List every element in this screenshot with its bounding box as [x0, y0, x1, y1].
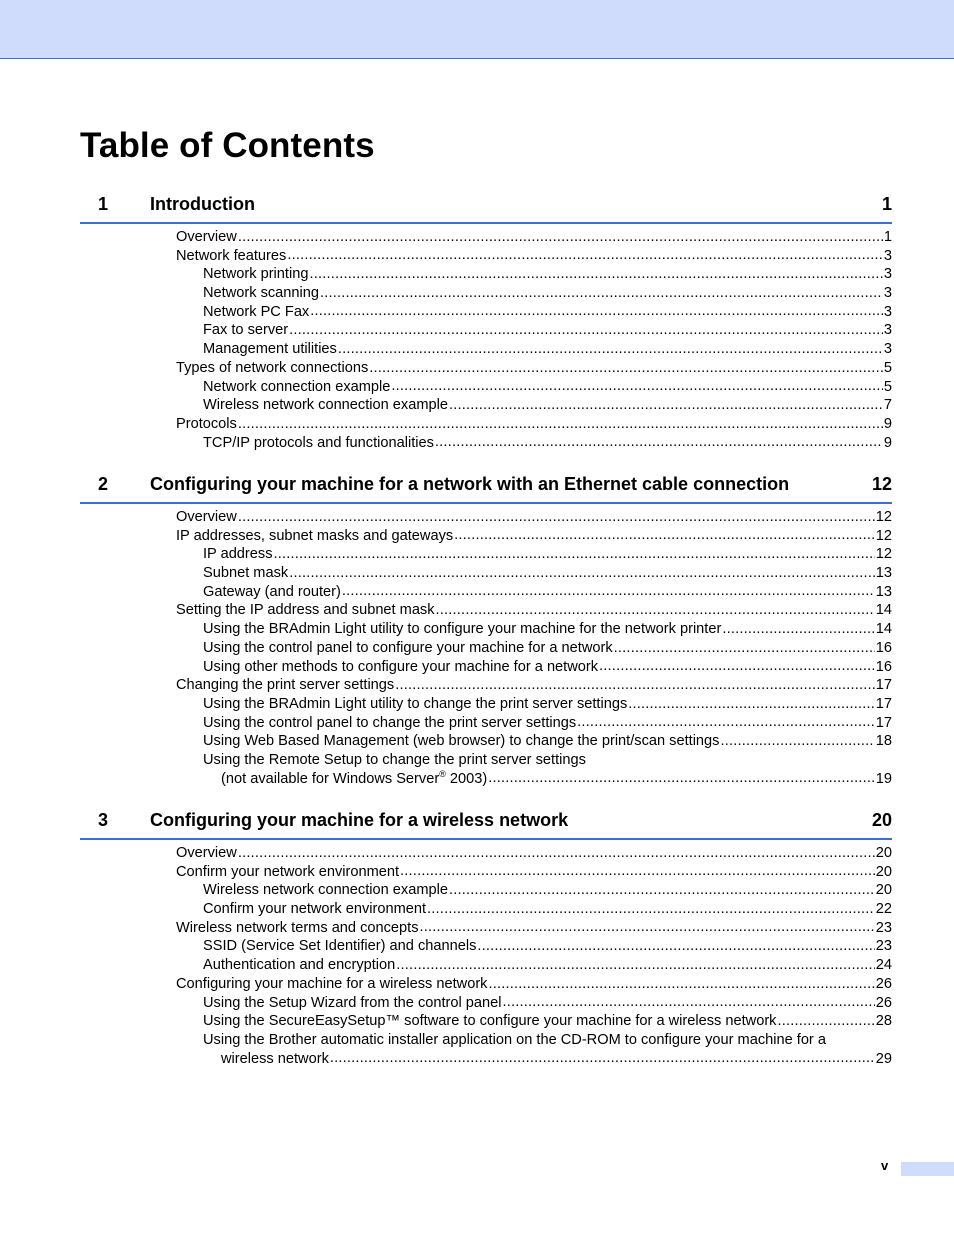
chapter-title: Configuring your machine for a wireless network: [150, 810, 569, 830]
toc-entry-text: Overview: [176, 845, 237, 861]
toc-entry-page-number: 12: [875, 527, 892, 544]
toc-entry[interactable]: [176, 770, 892, 789]
toc-entry-page-number: 16: [875, 639, 892, 656]
toc-entry-text: Using the Setup Wizard from the control panel: [203, 994, 502, 1011]
toc-entry[interactable]: [176, 601, 892, 620]
dot-leader: [427, 900, 875, 919]
toc-entry[interactable]: [176, 508, 892, 527]
toc-entry[interactable]: [176, 658, 892, 677]
dot-leader: [503, 994, 875, 1013]
toc-entry-title: [221, 770, 487, 789]
toc-entry[interactable]: [176, 1012, 892, 1031]
toc-entry-title: [203, 303, 309, 322]
toc-entry-text: Configuring your machine for a wireless network: [176, 975, 488, 992]
toc-entry[interactable]: [176, 415, 892, 434]
toc-entry-title: [203, 284, 319, 303]
toc-entry[interactable]: [176, 863, 892, 882]
toc-entry-title: [176, 975, 487, 994]
toc-entry-page-number: 7: [883, 397, 892, 414]
toc-entry[interactable]: [176, 695, 892, 714]
toc-entry-title: [203, 564, 288, 583]
toc-entry-text: Wireless network connection example: [203, 882, 448, 899]
dot-leader: [436, 601, 875, 620]
toc-entry-text: Network connection example: [203, 378, 391, 395]
chapter-title: Configuring your machine for a network with an Ethernet cable connection: [150, 474, 790, 494]
toc-entry-text: Network PC Fax: [203, 303, 310, 320]
toc-entry-list: [176, 228, 892, 452]
dot-leader: [238, 508, 875, 527]
toc-entry-title: [203, 751, 586, 770]
toc-entry-title: [203, 937, 476, 956]
toc-entry[interactable]: [176, 359, 892, 378]
toc-entry[interactable]: [176, 714, 892, 733]
toc-entry-text: Using Web Based Management (web browser) to change the print/scan settings: [203, 733, 720, 750]
dot-leader: [369, 359, 883, 378]
toc-entry-title: [176, 228, 237, 247]
toc-entry[interactable]: [176, 396, 892, 415]
toc-entry-page-number: 3: [883, 266, 892, 283]
dot-leader: [289, 564, 875, 583]
toc-entry-page-number: 26: [875, 975, 892, 992]
toc-entry-list: [176, 508, 892, 788]
dot-leader: [420, 919, 875, 938]
dot-leader: [289, 321, 883, 340]
toc-entry-page-number: 3: [883, 285, 892, 302]
toc-entry-title: [203, 545, 273, 564]
toc-entry-text: Authentication and encryption: [203, 957, 396, 974]
toc-entry-title: [176, 844, 237, 863]
toc-entry-text: Using the control panel to configure your machine for a network: [203, 639, 613, 656]
toc-entry-title: [203, 321, 288, 340]
toc-entry-title: [176, 359, 368, 378]
page-title: Table of Contents: [80, 126, 375, 165]
toc-entry-page-number: 13: [875, 583, 892, 600]
toc-entry[interactable]: [176, 434, 892, 453]
toc-entry[interactable]: [176, 545, 892, 564]
toc-entry[interactable]: [176, 639, 892, 658]
toc-entry-text: Using the BRAdmin Light utility to configure your machine for the network printer: [203, 621, 722, 638]
dot-leader: [400, 863, 875, 882]
toc-entry-page-number: 20: [875, 863, 892, 880]
dot-leader: [395, 676, 875, 695]
toc-entry-text-after: 2003): [445, 770, 488, 787]
toc-entry-text: Wireless network terms and concepts: [176, 919, 419, 936]
toc-entry-title: [203, 1012, 776, 1031]
chapter-number: 3: [98, 810, 109, 830]
toc-entry-page-number: 23: [875, 919, 892, 936]
toc-entry[interactable]: [176, 303, 892, 322]
toc-entry-text: (not available for Windows Server: [221, 770, 440, 787]
chapter-heading[interactable]: [80, 810, 892, 840]
chapter-heading[interactable]: [80, 474, 892, 504]
chapter-number: 1: [98, 194, 109, 214]
toc-entry-text: Network features: [176, 247, 287, 264]
toc-entry-text: Subnet mask: [203, 565, 289, 582]
toc-entry-text: Network scanning: [203, 285, 319, 302]
toc-entry-page-number: 5: [883, 359, 892, 376]
toc-entry-page-number: 1: [883, 229, 892, 245]
dot-leader: [309, 265, 882, 284]
toc-entry-text: Setting the IP address and subnet mask: [176, 602, 435, 619]
dot-leader: [287, 247, 883, 266]
toc-entry-page-number: 28: [875, 1013, 892, 1030]
dot-leader: [454, 527, 875, 546]
footer-page-number: v: [881, 1158, 889, 1173]
toc-entry-title: [203, 583, 341, 602]
toc-entry-title: [203, 1031, 826, 1050]
toc-entry-title: [203, 434, 434, 453]
dot-leader: [391, 378, 882, 397]
toc-entry-text: Gateway (and router): [203, 583, 341, 600]
toc-entry-page-number: 5: [883, 378, 892, 395]
toc-entry-page-number: 9: [883, 434, 892, 451]
toc-entry-title: [203, 620, 721, 639]
footer-tab: [901, 1162, 954, 1176]
toc-entry-page-number: 14: [875, 621, 892, 638]
toc-entry-title: [203, 956, 395, 975]
toc-entry-page-number: 26: [875, 994, 892, 1011]
toc-entry-title: [176, 676, 394, 695]
chapter-page-number: 1: [881, 194, 892, 214]
toc-entry-page-number: 19: [875, 770, 892, 787]
toc-entry-text: Overview: [176, 229, 237, 245]
toc-entry-title: [203, 695, 627, 714]
toc-entry[interactable]: [176, 732, 892, 751]
toc-entry-title: [176, 919, 419, 938]
toc-entry[interactable]: [176, 844, 892, 863]
toc-entry[interactable]: [176, 340, 892, 359]
toc-entry-title: [203, 639, 613, 658]
toc-entry-title: [221, 1050, 329, 1069]
toc-entry-title: [203, 265, 308, 284]
dot-leader: [338, 340, 883, 359]
toc-entry-text: Fax to server: [203, 322, 289, 339]
toc-entry-text: Overview: [176, 509, 237, 525]
toc-entry-title: [176, 415, 237, 434]
dot-leader: [449, 396, 883, 415]
toc-entry-title: [176, 527, 453, 546]
toc-entry[interactable]: [176, 228, 892, 247]
toc-entry[interactable]: [176, 881, 892, 900]
toc-entry-page-number: 3: [883, 303, 892, 320]
toc-entry[interactable]: [176, 527, 892, 546]
toc-entry-text: Types of network connections: [176, 359, 369, 376]
toc-entry-page-number: 14: [875, 602, 892, 619]
toc-entry[interactable]: [176, 956, 892, 975]
toc-entry-title: [203, 378, 390, 397]
toc-entry-page-number: 17: [875, 695, 892, 712]
dot-leader: [488, 770, 875, 789]
chapter-page-number: 12: [871, 474, 892, 494]
chapter-heading[interactable]: [80, 194, 892, 224]
toc-entry-title: [176, 863, 399, 882]
toc-entry-page-number: 20: [875, 882, 892, 899]
toc-entry-page-number: 3: [883, 322, 892, 339]
dot-leader: [238, 415, 883, 434]
toc-entry-title: [203, 881, 448, 900]
toc-entry-text: Using the BRAdmin Light utility to change the print server settings: [203, 695, 628, 712]
toc-entry[interactable]: [176, 937, 892, 956]
toc-entry-page-number: 3: [883, 247, 892, 264]
header-band: [0, 0, 954, 59]
chapter-number: 2: [98, 474, 109, 494]
toc-entry-text: TCP/IP protocols and functionalities: [203, 434, 434, 451]
dot-leader: [449, 881, 875, 900]
toc-entry[interactable]: [176, 620, 892, 639]
toc-entry-text: Wireless network connection example: [203, 397, 448, 414]
toc-entry-text: Management utilities: [203, 341, 337, 358]
toc-entry-title: [176, 601, 435, 620]
toc-entry[interactable]: [176, 583, 892, 602]
chapter-page-number: 20: [871, 810, 892, 830]
toc-entry-title: [176, 247, 286, 266]
toc-entry-title: [203, 658, 598, 677]
toc-entry-page-number: 13: [875, 565, 892, 582]
toc-entry-page-number: 23: [875, 938, 892, 955]
toc-entry-page-number: 29: [875, 1050, 892, 1067]
dot-leader: [274, 545, 875, 564]
toc-entry-title: [203, 994, 502, 1013]
toc-entry[interactable]: [176, 378, 892, 397]
toc-entry[interactable]: [176, 321, 892, 340]
toc-entry-title: [203, 340, 337, 359]
toc-entry-page-number: 18: [875, 733, 892, 750]
toc-entry[interactable]: [176, 676, 892, 695]
dot-leader: [320, 284, 883, 303]
toc-entry[interactable]: [176, 751, 892, 770]
dot-leader: [599, 658, 875, 677]
toc-entry-page-number: 12: [875, 509, 892, 525]
toc-entry[interactable]: [176, 265, 892, 284]
toc-entry-page-number: 17: [875, 677, 892, 694]
dot-leader: [238, 844, 875, 863]
toc-entry-text: Using the SecureEasySetup™ software to configure your machine for a wireless network: [203, 1013, 777, 1030]
dot-leader: [342, 583, 875, 602]
toc-entry[interactable]: [176, 919, 892, 938]
toc-entry-page-number: 24: [875, 957, 892, 974]
toc-entry-page-number: 3: [883, 341, 892, 358]
toc-entry-text: IP address: [203, 546, 273, 563]
toc-entry-page-number: 12: [875, 546, 892, 563]
toc-entry[interactable]: [176, 284, 892, 303]
dot-leader: [577, 714, 875, 733]
toc-entry-page-number: 20: [875, 845, 892, 861]
dot-leader: [614, 639, 875, 658]
dot-leader: [720, 732, 874, 751]
toc-entry-title: [203, 396, 448, 415]
dot-leader: [396, 956, 874, 975]
toc-entry-page-number: 16: [875, 658, 892, 675]
toc-entry-text: Using the Brother automatic installer application on the CD-ROM to configure your machine for a: [203, 1031, 826, 1048]
toc-entry[interactable]: [176, 900, 892, 919]
toc-entry-list: [176, 844, 892, 1068]
toc-entry-title: [203, 714, 576, 733]
toc-entry-text: Network printing: [203, 266, 309, 283]
toc-entry[interactable]: [176, 564, 892, 583]
toc-entry-text: Using the control panel to change the print server settings: [203, 714, 577, 731]
toc-entry-text: IP addresses, subnet masks and gateways: [176, 527, 454, 544]
dot-leader: [628, 695, 875, 714]
toc-entry-text: Protocols: [176, 415, 237, 432]
toc-entry-page-number: 22: [875, 901, 892, 918]
toc-entry-text: SSID (Service Set Identifier) and channels: [203, 938, 477, 955]
toc-entry-text: Confirm your network environment: [203, 901, 427, 918]
toc-entry-text: Using the Remote Setup to change the print server settings: [203, 751, 586, 768]
dot-leader: [330, 1050, 875, 1069]
toc-entry-text: wireless network: [221, 1050, 329, 1067]
toc-entry-page-number: 9: [883, 415, 892, 432]
toc-entry-text: Changing the print server settings: [176, 677, 395, 694]
registered-mark: ®: [439, 768, 446, 779]
toc-entry[interactable]: [176, 247, 892, 266]
toc-entry-title: [176, 508, 237, 527]
toc-entry-text: Confirm your network environment: [176, 863, 400, 880]
dot-leader: [488, 975, 874, 994]
toc-entry-page-number: 17: [875, 714, 892, 731]
dot-leader: [238, 228, 883, 247]
dot-leader: [777, 1012, 874, 1031]
toc-entry[interactable]: [176, 975, 892, 994]
dot-leader: [310, 303, 883, 322]
dot-leader: [435, 434, 883, 453]
toc-entry[interactable]: [176, 1050, 892, 1069]
toc-entry[interactable]: [176, 1031, 892, 1050]
chapter-title: Introduction: [150, 194, 255, 214]
toc-entry-title: [203, 732, 719, 751]
toc-entry[interactable]: [176, 994, 892, 1013]
dot-leader: [477, 937, 874, 956]
dot-leader: [722, 620, 874, 639]
toc-entry-title: [203, 900, 426, 919]
toc-entry-text: Using other methods to configure your machine for a network: [203, 658, 599, 675]
